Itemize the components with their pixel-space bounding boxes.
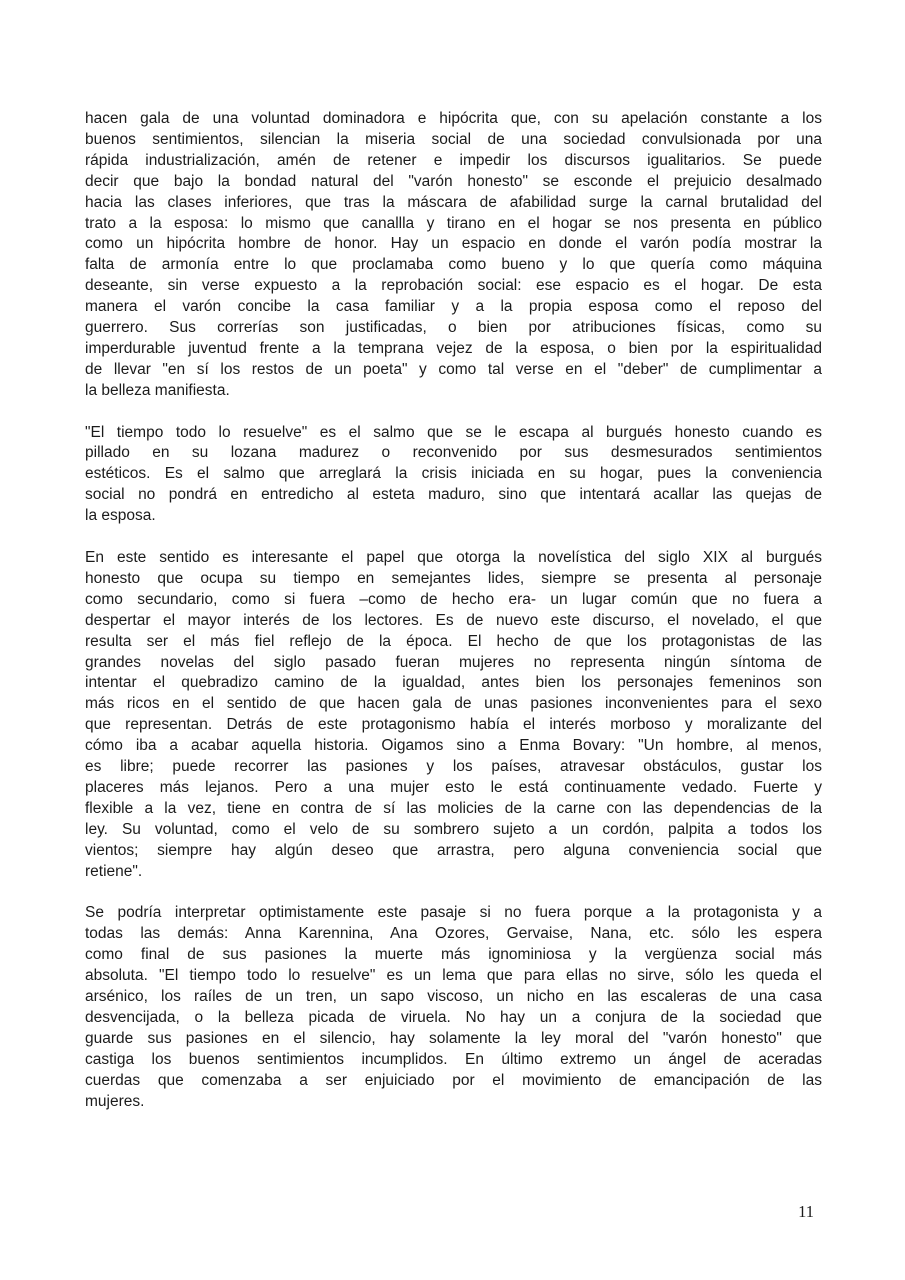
text-line: mujeres. (85, 1092, 145, 1110)
text-line: vientos; siempre hay algún deseo que arrastra, pero alguna conveniencia social que (85, 841, 822, 859)
text-line: intentar el quebradizo camino de la igualdad, antes bien los personajes femeninos son (85, 674, 822, 692)
text-line: como secundario, como si fuera –como de hecho era- un lugar común que no fuera a (85, 590, 822, 608)
text-line: guerrero. Sus correrías son justificadas, o bien por atribuciones físicas, como su (85, 319, 822, 337)
text-line: cómo iba a acabar aquella historia. Oigamos sino a Enma Bovary: "Un hombre, al menos, (85, 737, 822, 755)
text-line: falta de armonía entre lo que proclamaba como bueno y lo que quería como máquina (85, 256, 822, 274)
text-line: retiene". (85, 862, 143, 880)
text-line: estéticos. Es el salmo que arreglará la crisis iniciada en su hogar, pues la conveniencia (85, 465, 822, 483)
page-number: 11 (798, 1202, 814, 1221)
paragraph (85, 903, 822, 1112)
text-line: cuerdas que comenzaba a ser enjuiciado por el movimiento de emancipación de las (85, 1071, 822, 1089)
text-line: buenos sentimientos, silencian la miseria social de una sociedad convulsionada por una (85, 130, 822, 148)
text-line: hacen gala de una voluntad dominadora e hipócrita que, con su apelación constante a los (85, 110, 822, 127)
text-line: desvencijada, o la belleza picada de viruela. No hay un a conjura de la sociedad que (85, 1008, 822, 1026)
text-line: ley. Su voluntad, como el velo de su sombrero sujeto a un cordón, palpita a todos los (85, 820, 822, 838)
text-line: trato a la esposa: lo mismo que canallla y tirano en el hogar se nos presenta en público (85, 214, 822, 232)
text-line: pillado en su lozana madurez o reconvenido por sus desmesurados sentimientos (85, 444, 822, 462)
text-line: guarde sus pasiones en el silencio, hay solamente la ley moral del "varón honesto" que (85, 1029, 822, 1047)
text-line: placeres más lejanos. Pero a una mujer esto le está continuamente vedado. Fuerte y (85, 778, 822, 796)
text-line: más ricos en el sentido de que hacen gala de unas pasiones inconvenientes para el sexo (85, 695, 822, 713)
text-line: como final de sus pasiones la muerte más ignominiosa y la vergüenza social más (85, 946, 822, 964)
text-line: es libre; puede recorrer las pasiones y los países, atravesar obstáculos, gustar los (85, 758, 822, 776)
paragraph (85, 423, 822, 528)
text-line: absoluta. "El tiempo todo lo resuelve" es un lema que para ellas no sirve, sólo les queda el (85, 967, 822, 985)
text-line: la esposa. (85, 507, 156, 525)
text-line: como un hipócrita hombre de honor. Hay un espacio en donde el varón podía mostrar la (85, 235, 822, 253)
text-line: resulta ser el más fiel reflejo de la época. El hecho de que los protagonistas de las (85, 632, 822, 650)
text-line: rápida industrialización, amén de retener e impedir los discursos igualitarios. Se puede (85, 151, 822, 169)
text-line: flexible a la vez, tiene en contra de sí las molicies de la carne con las dependencias de la (85, 799, 822, 817)
text-line: grandes novelas del siglo pasado fueran mujeres no representa ningún síntoma de (85, 653, 822, 671)
text-line: Se podría interpretar optimistamente este pasaje si no fuera porque a la protagonista y a (85, 904, 822, 922)
text-line: de llevar "en sí los restos de un poeta" y como tal verse en el "deber" de cumplimentar a (85, 360, 822, 378)
text-line: manera el varón concibe la casa familiar y a la propia esposa como el reposo del (85, 298, 822, 316)
text-line: En este sentido es interesante el papel que otorga la novelística del siglo XIX al burgués (85, 549, 822, 566)
text-line: decir que bajo la bondad natural del "varón honesto" se esconde el prejuicio desalmado (85, 172, 822, 190)
text-line: imperdurable juventud frente a la temprana vejez de la esposa, o bien por la espiritualidad (85, 339, 822, 357)
text-line: arsénico, los raíles de un tren, un sapo viscoso, un nicho en las escaleras de una casa (85, 988, 822, 1006)
text-line: castiga los buenos sentimientos incumplidos. En último extremo un ángel de aceradas (85, 1050, 822, 1068)
text-line: despertar el mayor interés de los lectores. Es de nuevo este discurso, el novelado, el que (85, 611, 822, 629)
text-line: todas las demás: Anna Karennina, Ana Ozores, Gervaise, Nana, etc. sólo les espera (85, 925, 822, 943)
document-body (85, 109, 822, 1112)
paragraph (85, 109, 822, 402)
text-line: social no pondrá en entredicho al esteta maduro, sino que intentará acallar las quejas de (85, 486, 822, 504)
text-line: la belleza manifiesta. (85, 381, 230, 399)
text-line: "El tiempo todo lo resuelve" es el salmo que se le escapa al burgués honesto cuando es (85, 423, 822, 441)
text-line: hacia las clases inferiores, que tras la máscara de afabilidad surge la carnal brutalidad del (85, 193, 822, 211)
text-line: honesto que ocupa su tiempo en semejantes lides, siempre se presenta al personaje (85, 569, 822, 587)
text-line: que representan. Detrás de este protagonismo había el interés morboso y moralizante del (85, 716, 822, 734)
paragraph (85, 548, 822, 883)
text-line: deseante, sin verse expuesto a la reprobación social: ese espacio es el hogar. De esta (85, 277, 822, 295)
